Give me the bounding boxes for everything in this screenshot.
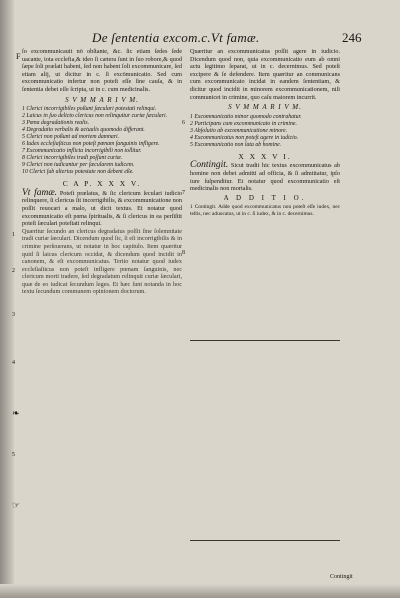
summary-item: 1 Clerici incorrigibiles poßunt ſæculari potestati relinqui. bbox=[22, 106, 157, 113]
additio-text: 1 Contingit. Adde quod excommunicatus non poteſt eſſe iudex, nec teſtis, nec aduocatus, ut in c. ſi iudex, & in c. decernimus. bbox=[190, 204, 340, 217]
margin-number: 2 bbox=[12, 268, 15, 274]
running-header: De ſententia excom.c.Vt famæ. bbox=[92, 30, 260, 45]
chapter-body: Poteſt prælatus, & ſic clericum ſeculari iudicio relinquere, ſi clericus ſit incorrigibilis, & excommunicatione non poſſit reuocari a malo, ut dicit textus. Et notatur quod excommunicatio eſt pœna ſpiritualis, & ſi clericus in ea perſiſtit poteſt ſæculari poteſtati relinqui. bbox=[22, 189, 182, 228]
summary-item: 2 Participans cum excommunicato in crimine. bbox=[190, 120, 297, 127]
margin-number: 3 bbox=[12, 312, 15, 318]
right-body-text: Quæritur an excommunicatus poſſit agere in iudicio. Dicendum quod non, quia excommunicatio eum ab omni actu legitimo ſeparat, ut in c. decernimus. Sed poteſt excipere & ſe defendere. Item quæritur an communicans cum excommunicato incidat in eandem ſententiam, & dicitur quod incidit in minorem excommunicationem, niſi communicet in crimine, quo caſu maiorem incurrit. bbox=[190, 48, 340, 101]
catchword: Contingit bbox=[330, 574, 353, 580]
margin-number: 7 bbox=[182, 190, 185, 196]
summary-item: 10 Clerici ſub alterius potestate non debent eße. bbox=[22, 169, 134, 176]
summary-item: 8 Clerici incorrigibiles tradi poſſunt curiæ. bbox=[22, 155, 123, 162]
chapter-lead-word-right: Contingit. bbox=[190, 160, 229, 171]
chapter-body-right: Sicut tradit hic textus excommunicatus ab homine non debet admitti ad officia, & ſi admittatur, ipſo iure ſuſpenditur. Et notatur quod excommunicatio eſt medicinalis non mortalis. bbox=[190, 162, 340, 193]
opening-paragraph: ſo excommunicauit nō obſtante, &c. ſic etiam ſedes ſede uacante, tota ecclefia,& ideo ſi cætera ſunt in ſuo robore,& quod ſæpe ſoli prælati habent, ſed non habent ſoli excommunicare, ſed etiam alij, ut dicitur in c. ſi excōmunicatio. Sed cum excommunicatio infertur non poteſt eſſe ſine cauſa, & in ſententia debet eſſe ſcripta, ut in c. cum medicinalis. bbox=[22, 48, 182, 93]
margin-symbol: ❧ bbox=[12, 408, 20, 418]
page-number: 246 bbox=[342, 30, 362, 45]
summary-item: 5 Excommunicatio non lata ab homine. bbox=[190, 141, 282, 148]
summary-item: 9 Clerici non iudicantur per ſæcularem iudicem. bbox=[22, 162, 135, 169]
margin-symbol: ☞ bbox=[12, 500, 21, 510]
additio-heading: A D D I T I O. bbox=[223, 193, 307, 202]
left-column bbox=[22, 48, 182, 588]
margin-number: 6 bbox=[182, 120, 185, 126]
summarium-heading: S V M M A R I V M. bbox=[65, 95, 139, 104]
summary-item: 7 Excommunicatio inflicta incorrigibili non tollitur. bbox=[22, 148, 142, 155]
section-rule bbox=[190, 340, 340, 341]
margin-number: 8 bbox=[182, 250, 185, 256]
summarium-heading-right: S V M M A R I V M. bbox=[228, 103, 302, 112]
margin-number: 4 bbox=[12, 360, 15, 366]
margin-number: 1 bbox=[12, 232, 15, 238]
summary-item: 4 Excommunicatus non poteſt agere in iudicio. bbox=[190, 134, 299, 141]
summary-item: 2 Laicus in ſuo delicto clericus non relinquitur curiæ ſæculari. bbox=[22, 113, 168, 120]
margin-number: 5 bbox=[12, 452, 15, 458]
summary-item: 4 Degradatio verbalis & actualis quomodo differant. bbox=[22, 127, 145, 134]
section-rule bbox=[190, 540, 340, 541]
chapter-lead-word: Vt famæ. bbox=[22, 187, 58, 198]
body-text-filler: Quæritur ſecundo an clericus degradatus poſſit ſine ſolemnitate tradi curiæ ſæculari. Dicendum quod ſic, ſi eſt incorrigibilis & in crimine perſeuerans, ut notatur in hoc capitulo. Item quæritur quid ſi laicus clericum occidat, & dicendum quod incidit in canonem, & eſt excommunicatus. Tertio notatur quod iudex eccleſiaſticus non poteſt infligere pœnam ſanguinis, nec clericum morti tradere, ſed degradatum relinquit curiæ ſæculari, quæ de eo iudicat ſecundum leges. Et hæc ſunt notanda in hoc textu ſecundum communem opinionem doctorum. bbox=[22, 227, 182, 296]
chapter-heading: C A P. X X X V. bbox=[62, 179, 142, 189]
summary-item: 3 Pœna degradationis realis. bbox=[22, 120, 90, 127]
summary-item: 5 Clerici non poßunt ad mortem damnari. bbox=[22, 134, 120, 141]
right-column bbox=[190, 48, 340, 568]
summary-item: 3 Abſolutio ab excommunicatione minore. bbox=[190, 127, 288, 134]
summary-item: 1 Excommunicatio minor quomodo contrahatur. bbox=[190, 113, 302, 120]
summary-item: 6 Iudex eccleſiaſticus non poteſt pœnam ſanguinis infligere. bbox=[22, 141, 160, 148]
chapter-heading-right: X X X V I. bbox=[238, 151, 292, 161]
margin-mark: F bbox=[16, 52, 21, 61]
